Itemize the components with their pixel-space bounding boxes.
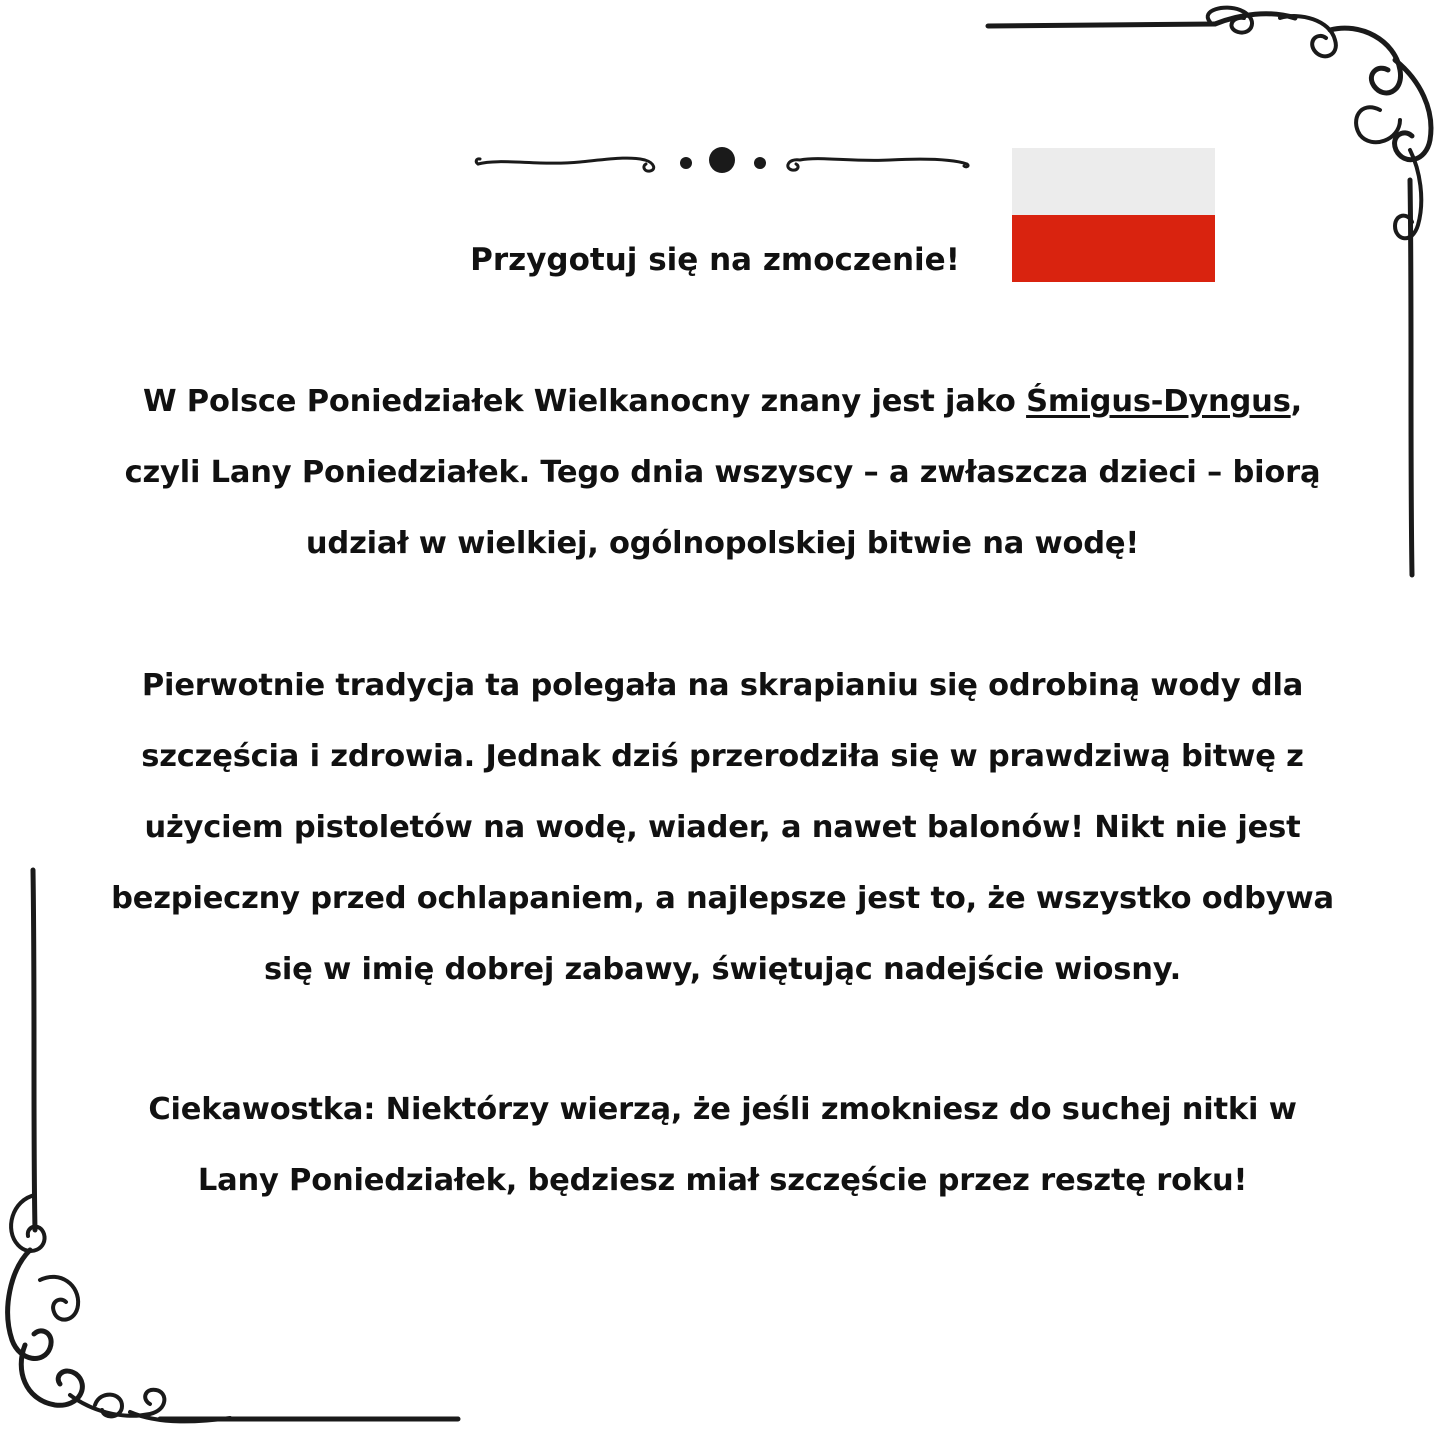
paragraph-fun-fact-line-2: Lany Poniedziałek, będziesz miał szczęście przez resztę roku! bbox=[197, 1163, 1248, 1198]
paragraph-fun-fact bbox=[60, 1074, 1385, 1216]
paragraph-fun-fact-line-1: Ciekawostka: Niektórzy wierzą, że jeśli zmokniesz do suchej nitki w bbox=[148, 1092, 1297, 1127]
paragraph-history bbox=[60, 650, 1385, 1005]
poland-flag bbox=[1012, 148, 1215, 282]
flag-red-stripe bbox=[1012, 215, 1215, 282]
smigus-dyngus-link[interactable]: Śmigus-Dyngus bbox=[1026, 384, 1291, 419]
paragraph-history-line-4: bezpieczny przed ochlapaniem, a najlepsze jest to, że wszystko odbywa bbox=[111, 881, 1334, 916]
paragraph-history-line-2: szczęścia i zdrowia. Jednak dziś przerodziła się w prawdziwą bitwę z bbox=[141, 739, 1304, 774]
flag-white-stripe bbox=[1012, 148, 1215, 215]
paragraph-intro-line-3: udział w wielkiej, ogólnopolskiej bitwie na wodę! bbox=[305, 526, 1140, 561]
dot-swirl-divider bbox=[470, 140, 975, 184]
page-heading: Przygotuj się na zmoczenie! bbox=[470, 242, 960, 278]
line-text: W Polsce Poniedziałek Wielkanocny znany jest jako bbox=[142, 384, 1027, 419]
paragraph-intro bbox=[60, 366, 1385, 579]
paragraph-history-line-5: się w imię dobrej zabawy, świętując nadejście wiosny. bbox=[263, 952, 1182, 987]
paragraph-intro-line-1 bbox=[60, 366, 1385, 437]
paragraph-history-line-3: użyciem pistoletów na wodę, wiader, a nawet balonów! Nikt nie jest bbox=[144, 810, 1301, 845]
paragraph-intro-line-2: czyli Lany Poniedziałek. Tego dnia wszyscy – a zwłaszcza dzieci – biorą bbox=[124, 455, 1321, 490]
paragraph-history-line-1: Pierwotnie tradycja ta polegała na skrapianiu się odrobiną wody dla bbox=[141, 668, 1304, 703]
line-text: , bbox=[1290, 384, 1303, 419]
